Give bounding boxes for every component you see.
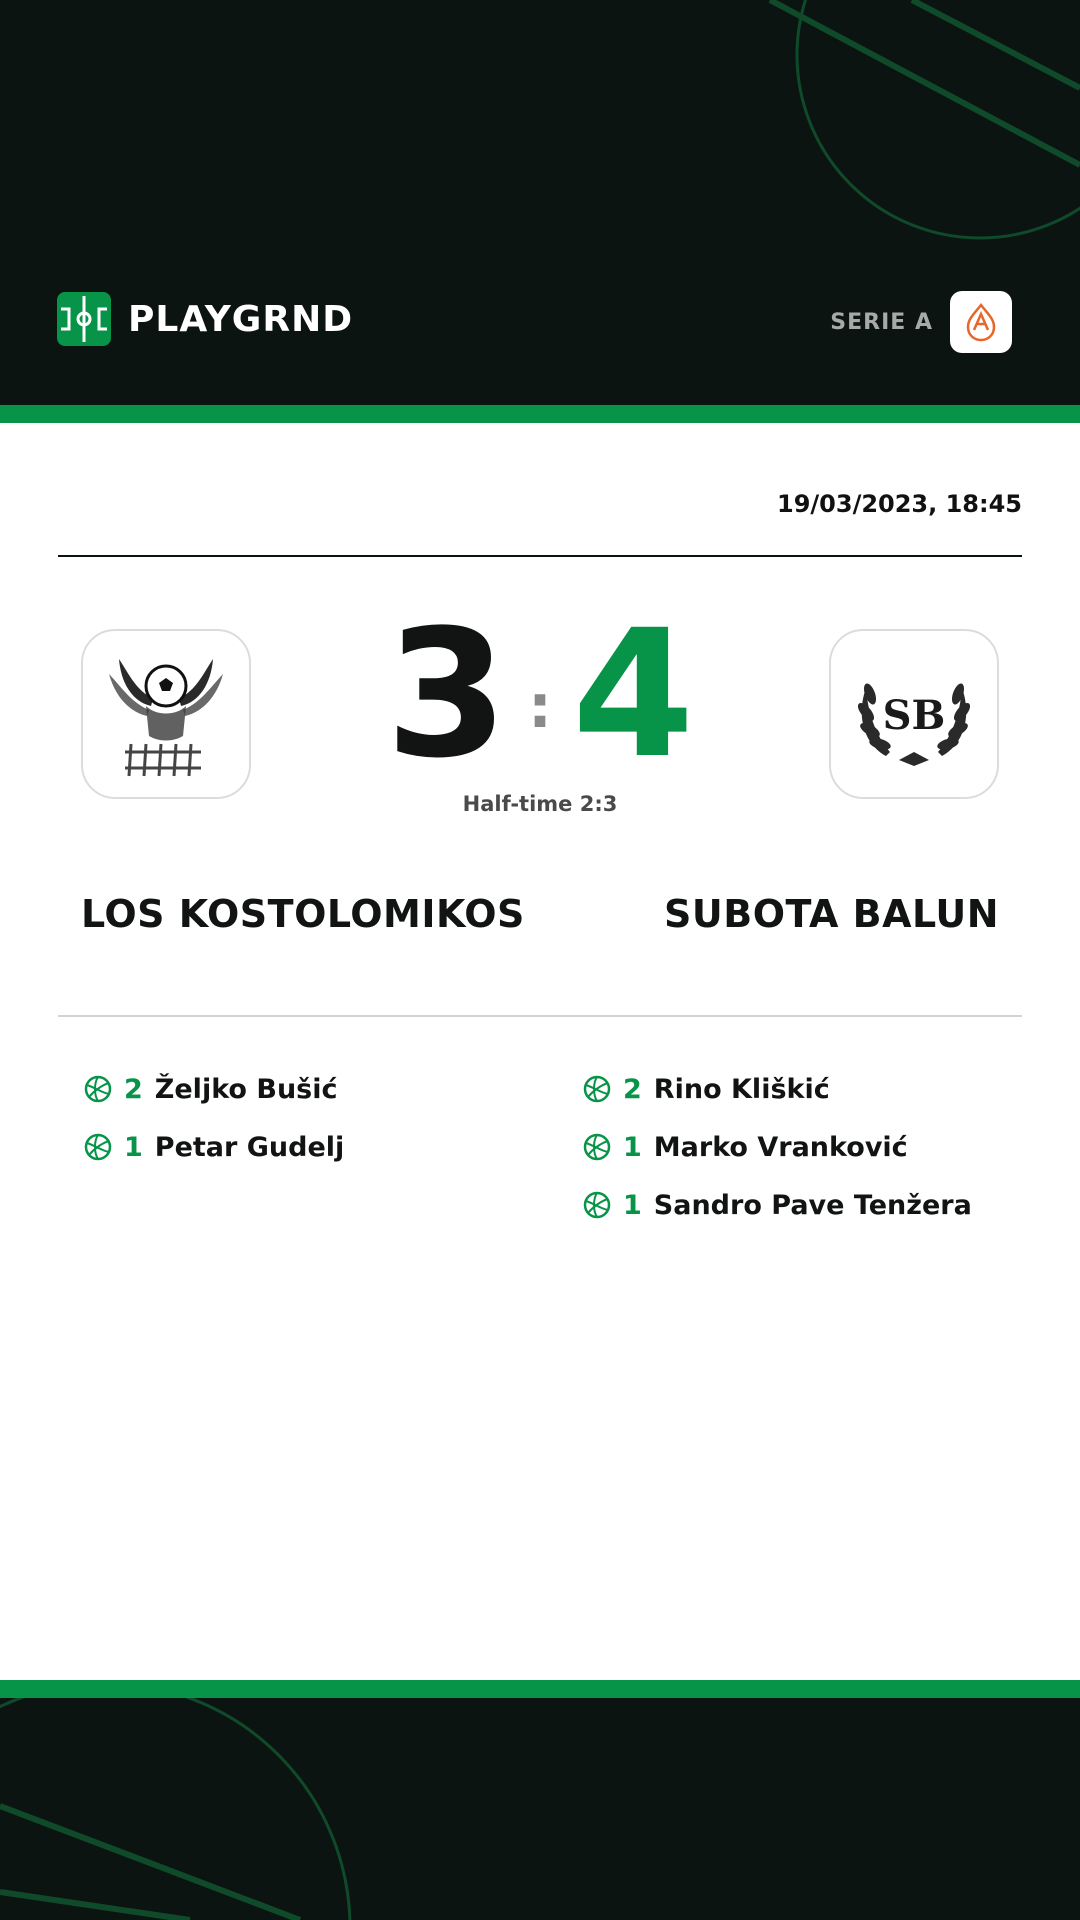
scorer-row xyxy=(583,1060,972,1118)
footer-stripe xyxy=(0,1680,1080,1698)
pitch-decoration xyxy=(0,1698,1080,1920)
scorer-name: Rino Kliškić xyxy=(653,1073,830,1105)
league[interactable] xyxy=(830,291,1012,353)
footer xyxy=(0,1698,1080,1920)
brand-name: PLAYGRND xyxy=(128,298,354,340)
scorer-row xyxy=(84,1118,344,1176)
home-team-name[interactable]: LOS KOSTOLOMIKOS xyxy=(81,892,525,936)
scorer-goals: 1 xyxy=(124,1131,143,1163)
football-icon xyxy=(84,1133,112,1161)
header-stripe xyxy=(0,405,1080,423)
sb-wreath-icon xyxy=(844,644,984,784)
divider-light xyxy=(58,1015,1022,1017)
football-icon xyxy=(583,1191,611,1219)
league-flame-icon xyxy=(950,291,1012,353)
scorer-goals: 2 xyxy=(623,1073,642,1105)
football-icon xyxy=(84,1075,112,1103)
away-logo-text: SB xyxy=(882,692,946,739)
scorer-row xyxy=(583,1118,972,1176)
scorer-goals: 1 xyxy=(623,1131,642,1163)
home-score: 3 xyxy=(385,592,508,797)
scorer-goals: 2 xyxy=(124,1073,143,1105)
scorer-goals: 1 xyxy=(623,1189,642,1221)
away-scorers xyxy=(583,1060,972,1234)
scorer-row xyxy=(583,1176,972,1234)
away-team-logo[interactable] xyxy=(829,629,999,799)
football-icon xyxy=(583,1133,611,1161)
match-datetime: 19/03/2023, 18:45 xyxy=(777,490,1022,518)
brand[interactable] xyxy=(57,291,353,347)
halftime-score: Half-time 2:3 xyxy=(462,792,618,816)
scorer-name: Petar Gudelj xyxy=(154,1131,345,1163)
league-name: SERIE A xyxy=(830,309,933,335)
scorer-name: Sandro Pave Tenžera xyxy=(653,1189,972,1221)
away-score: 4 xyxy=(572,592,695,797)
divider xyxy=(58,555,1022,557)
scorer-row xyxy=(84,1060,344,1118)
home-scorers xyxy=(84,1060,344,1176)
football-icon xyxy=(583,1075,611,1103)
header xyxy=(0,0,1080,405)
pitch-icon xyxy=(57,292,111,346)
scorer-name: Marko Vranković xyxy=(653,1131,908,1163)
scorer-name: Željko Bušić xyxy=(154,1073,338,1105)
score-separator: : xyxy=(528,672,552,742)
away-team-name[interactable]: SUBOTA BALUN xyxy=(664,892,999,936)
